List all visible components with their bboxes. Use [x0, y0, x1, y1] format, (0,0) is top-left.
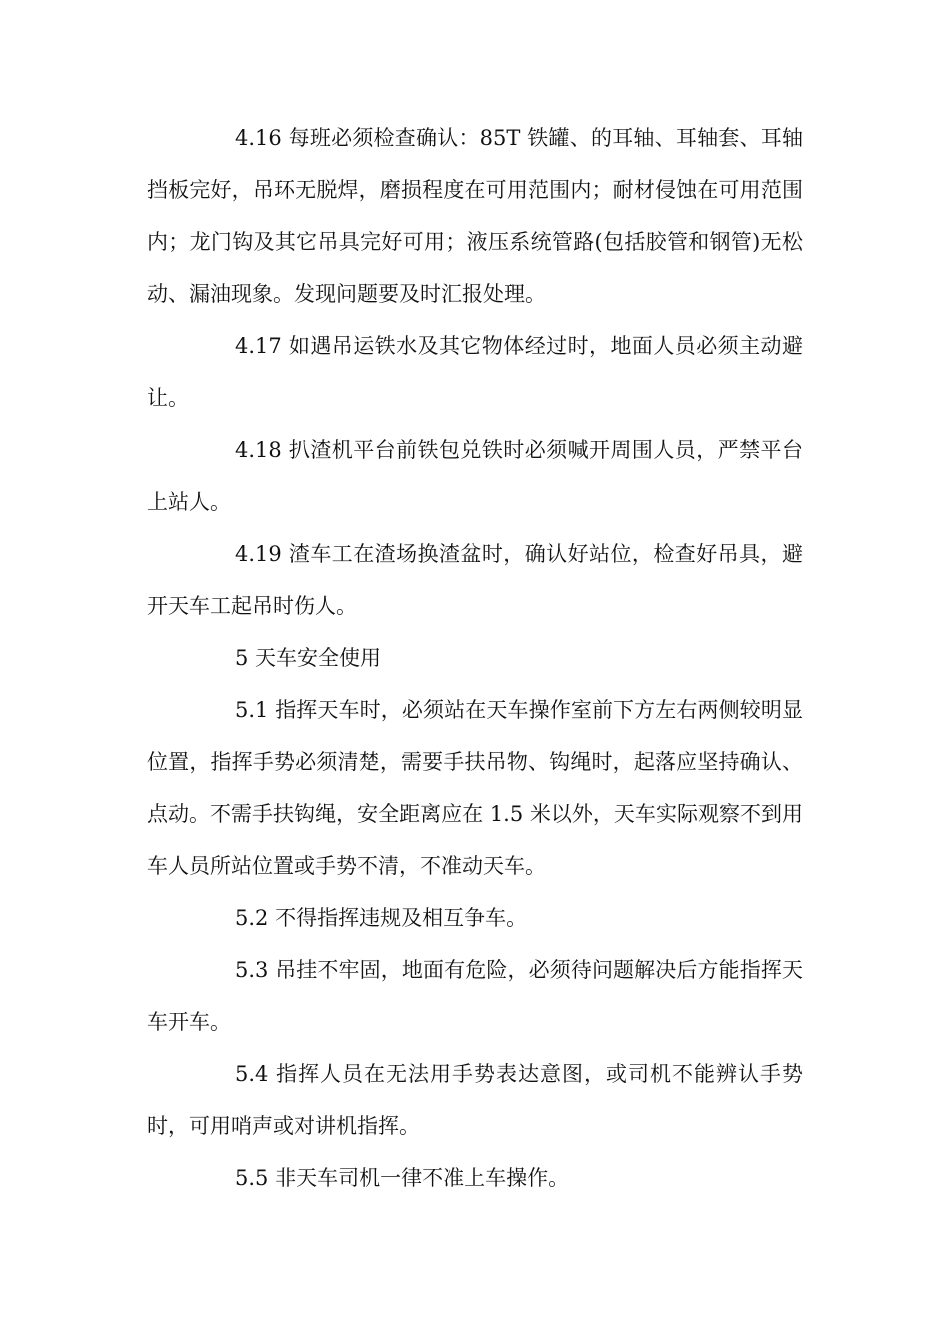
paragraph-5-1: 5.1 指挥天车时，必须站在天车操作室前下方左右两侧较明显位置，指挥手势必须清楚，需要手扶吊物、钩绳时，起落应坚持确认、点动。不需手扶钩绳，安全距离应在 1.5 米以外，天车实际观察不到用车人员所站位置或手势不清，不准动天车。 [147, 698, 803, 878]
document-body [147, 112, 803, 1204]
paragraph-4-17: 4.17 如遇吊运铁水及其它物体经过时，地面人员必须主动避让。 [147, 334, 803, 410]
paragraph-5-3: 5.3 吊挂不牢固，地面有危险，必须待问题解决后方能指挥天车开车。 [147, 958, 803, 1034]
paragraph-4-19: 4.19 渣车工在渣场换渣盆时，确认好站位，检查好吊具，避开天车工起吊时伤人。 [147, 542, 803, 618]
paragraph-5-4: 5.4 指挥人员在无法用手势表达意图，或司机不能辨认手势时，可用哨声或对讲机指挥。 [147, 1062, 803, 1138]
paragraph-5-5: 5.5 非天车司机一律不准上车操作。 [235, 1166, 570, 1190]
section-heading-5: 5 天车安全使用 [235, 646, 382, 670]
paragraph-4-18: 4.18 扒渣机平台前铁包兑铁时必须喊开周围人员，严禁平台上站人。 [147, 438, 803, 514]
paragraph-5-2: 5.2 不得指挥违规及相互争车。 [235, 906, 528, 930]
paragraph-4-16: 4.16 每班必须检查确认：85T 铁罐、的耳轴、耳轴套、耳轴挡板完好，吊环无脱焊，磨损程度在可用范围内；耐材侵蚀在可用范围内；龙门钩及其它吊具完好可用；液压系统管路(包括胶管和钢管)无松动、漏油现象。发现问题要及时汇报处理。 [147, 126, 803, 306]
